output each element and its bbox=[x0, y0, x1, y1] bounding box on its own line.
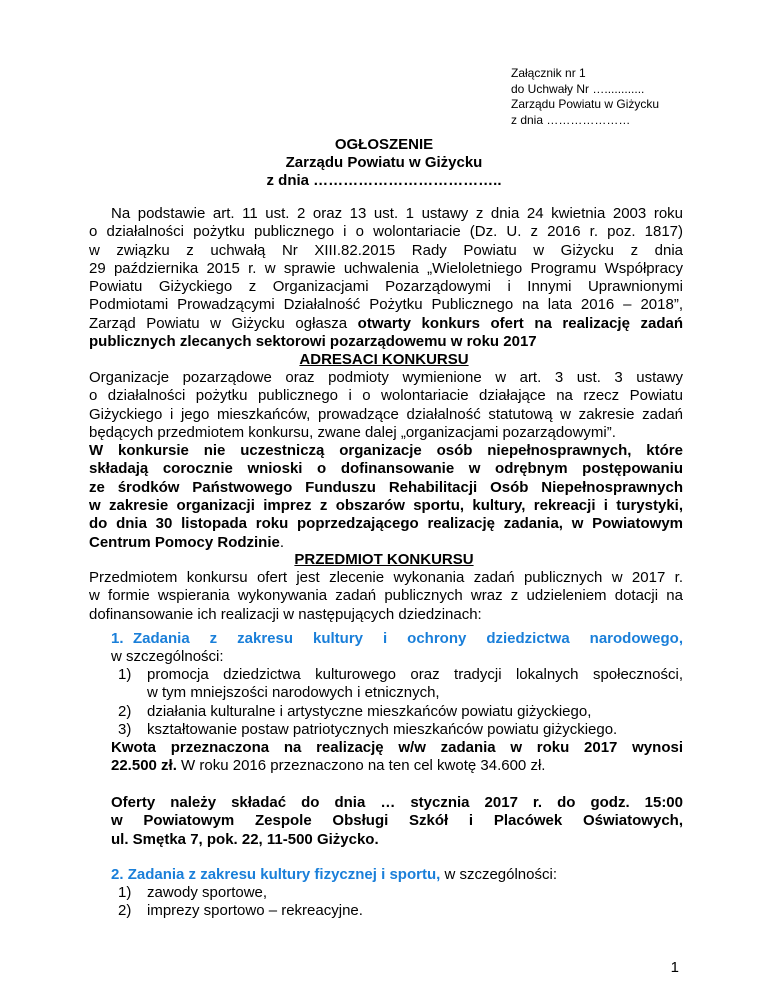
intro-paragraph bbox=[89, 205, 683, 351]
text-line: o działalności pożytku publicznego i o wolontariacie działające na rzecz Powiatu bbox=[89, 387, 683, 405]
text-fragment: Zarząd Powiatu w Giżycku ogłasza bbox=[89, 314, 358, 332]
task1-title: Zadania z zakresu kultury i ochrony dziedzictwa narodowego, bbox=[133, 630, 683, 647]
page-number: 1 bbox=[670, 959, 679, 976]
annex-line: Zarządu Powiatu w Giżycku bbox=[511, 97, 660, 111]
addressees-heading: ADRESACI KONKURSU bbox=[299, 351, 469, 368]
task1-title-line bbox=[133, 630, 683, 648]
text-line: publicznych zlecanych sektorowi pozarządowemu w roku 2017 bbox=[89, 333, 537, 351]
annex-note bbox=[511, 66, 659, 128]
item-number: 1) bbox=[118, 884, 132, 901]
text-line: Na podstawie art. 11 ust. 2 oraz 13 ust. 1 ustawy z dnia 24 kwietnia 2003 roku bbox=[111, 205, 683, 222]
text-line: ul. Smętka 7, pok. 22, 11-500 Giżycko. bbox=[111, 830, 379, 848]
item-number: 3) bbox=[118, 721, 132, 738]
task1-offer bbox=[111, 794, 683, 849]
text-line: o działalności pożytku publicznego i o wolontariacie (Dz. U. z 2016 r. poz. 1817) bbox=[89, 223, 683, 241]
text-line: Powiatu Giżyckiego z Organizacjami Pozarządowymi i Innymi Uprawnionymi bbox=[89, 278, 683, 296]
task2-title: Zadania z zakresu kultury fizycznej i sportu, bbox=[127, 866, 441, 883]
text-line bbox=[89, 315, 683, 333]
annex-line: z dnia ………………… bbox=[511, 112, 631, 127]
task1-item: kształtowanie postaw patriotycznych mieszkańców powiatu giżyckiego. bbox=[147, 721, 618, 738]
text-line: Przedmiotem konkursu ofert jest zlecenie wykonania zadań publicznych w 2017 r. bbox=[89, 569, 683, 586]
text-line: dofinansowanie ich realizacji w następujących dziedzinach: bbox=[89, 605, 482, 623]
text-line: będących przedmiotem konkursu, zwane dalej „organizacjami pozarządowymi”. bbox=[89, 423, 616, 441]
text-line: ze środków Państwowego Funduszu Rehabilitacji Osób Niepełnosprawnych bbox=[89, 478, 683, 496]
text-fragment: w szczególności: bbox=[440, 866, 557, 883]
task2-line bbox=[111, 866, 557, 884]
text-bold: 22.500 zł. bbox=[111, 757, 177, 775]
task1-number bbox=[111, 630, 124, 648]
item-number: 1) bbox=[118, 666, 132, 683]
announcement-issuer: Zarządu Powiatu w Giżycku bbox=[285, 154, 483, 171]
text-line bbox=[89, 534, 683, 552]
list-number: 1. bbox=[111, 630, 124, 647]
item-number: 2) bbox=[118, 703, 132, 720]
task2-item: imprezy sportowo – rekreacyjne. bbox=[147, 902, 363, 919]
task1-after: w szczególności: bbox=[111, 648, 224, 665]
announcement-date: z dnia ……………………………….. bbox=[266, 172, 502, 189]
text-line: Kwota przeznaczona na realizację w/w zadania w roku 2017 wynosi bbox=[111, 739, 683, 756]
subject-heading: PRZEDMIOT KONKURSU bbox=[294, 551, 474, 568]
text-line bbox=[111, 757, 683, 775]
text-line: Oferty należy składać do dnia … stycznia 2017 r. do godz. 15:00 bbox=[111, 794, 683, 811]
text-line: Podmiotami Prowadzącymi Działalność Pożytku Publicznego na lata 2016 – 2018”, bbox=[89, 296, 683, 314]
text-line: w formie wspierania wykonywania zadań publicznych wraz z udzieleniem dotacji na bbox=[89, 587, 683, 605]
text-line: w Powiatowym Zespole Obsługi Szkół i Placówek Oświatowych, bbox=[111, 812, 683, 830]
list-number: 2. bbox=[111, 866, 124, 883]
text-line: promocja dziedzictwa kulturowego oraz tradycji lokalnych społeczności, bbox=[147, 666, 683, 683]
text-fragment: . bbox=[279, 533, 285, 551]
text-line: Giżyckiego i jego mieszkańców, prowadzące działalność statutową w zakresie zadań bbox=[89, 405, 683, 423]
addressees-paragraph bbox=[89, 369, 683, 552]
text-fragment: W roku 2016 przeznaczono na ten cel kwotę 34.600 zł. bbox=[176, 757, 546, 775]
text-line: w zakresie organizacji imprez z obszarów sportu, kultury, rekreacji i turystyki, bbox=[89, 497, 683, 515]
subject-paragraph bbox=[89, 569, 683, 624]
text-line: składają corocznie wnioski o dofinansowanie w odrębnym postępowaniu bbox=[89, 460, 683, 478]
task2-item: zawody sportowe, bbox=[147, 884, 268, 901]
text-bold: otwarty konkurs ofert na realizację zadań bbox=[357, 314, 684, 332]
task1-amount bbox=[111, 739, 683, 776]
text-line: 29 października 2015 r. w sprawie uchwalenia „Wieloletniego Programu Współpracy bbox=[89, 259, 683, 277]
announcement-title: OGŁOSZENIE bbox=[334, 136, 434, 153]
task1-item bbox=[147, 666, 683, 703]
text-line: do dnia 30 listopada roku poprzedzającego realizację zadania, w Powiatowym bbox=[89, 515, 683, 533]
text-line: W konkursie nie uczestniczą organizacje osób niepełnosprawnych, które bbox=[89, 442, 683, 460]
text-line: w związku z uchwałą Nr XIII.82.2015 Rady Powiatu w Giżycku z dnia bbox=[89, 241, 683, 259]
task1-item: działania kulturalne i artystyczne mieszkańców powiatu giżyckiego, bbox=[147, 703, 592, 720]
text-line: Organizacje pozarządowe oraz podmioty wymienione w art. 3 ust. 3 ustawy bbox=[89, 369, 683, 386]
annex-line: do Uchwały Nr …............ bbox=[511, 81, 645, 96]
text-bold: Centrum Pomocy Rodzinie bbox=[89, 533, 280, 551]
text-line: w tym mniejszości narodowych i etnicznych, bbox=[147, 684, 440, 702]
item-number: 2) bbox=[118, 902, 132, 919]
annex-line: Załącznik nr 1 bbox=[511, 66, 586, 80]
